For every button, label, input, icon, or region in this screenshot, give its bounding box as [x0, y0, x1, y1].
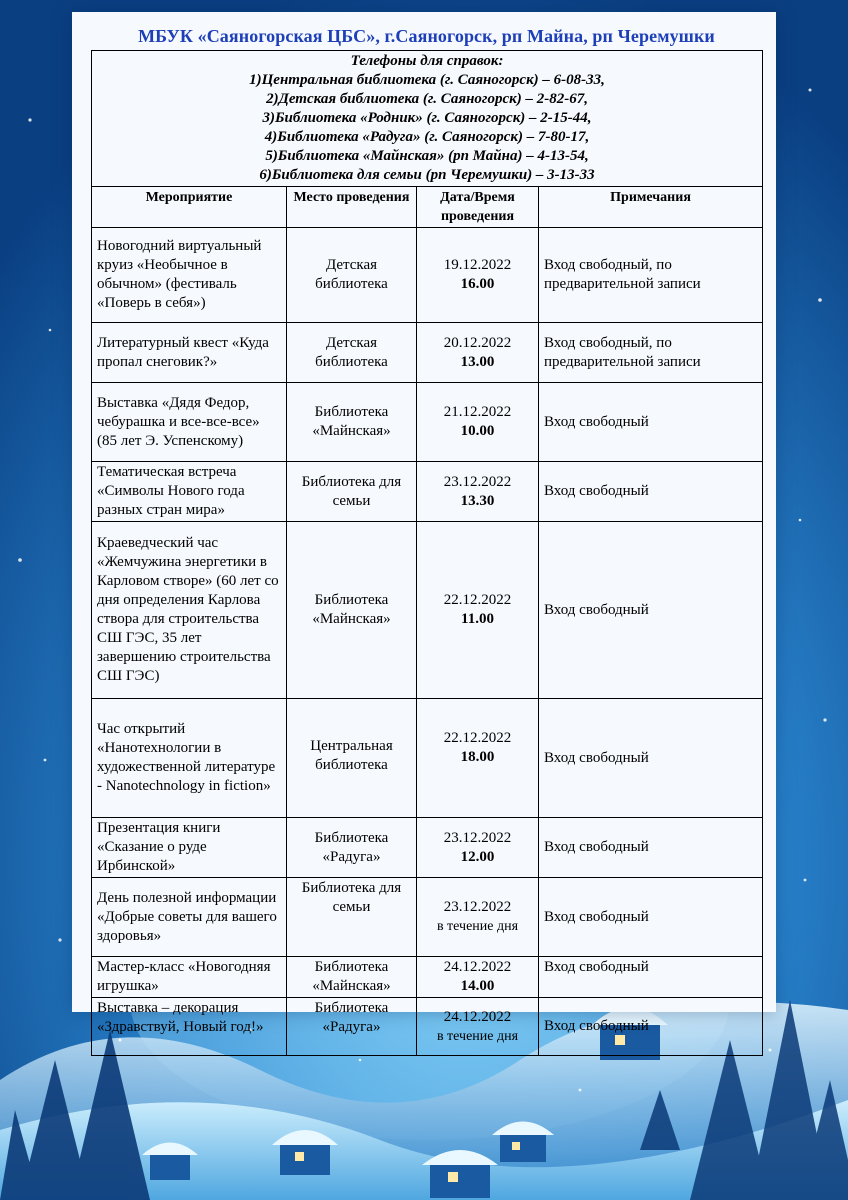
event-datetime — [417, 957, 539, 998]
event-date: 20.12.2022 — [443, 334, 512, 351]
table-row — [92, 462, 763, 522]
event-time: 13.30 — [460, 492, 495, 509]
event-time: 13.00 — [460, 353, 495, 370]
phone-line: 4)Библиотека «Радуга» (г. Саяногорск) – 7-80-17, — [264, 129, 590, 145]
event-date: 24.12.2022 — [443, 959, 512, 975]
event-datetime — [417, 228, 539, 323]
column-header-notes: Примечания — [539, 187, 763, 228]
event-name: Мастер-класс «Новогодняя игрушка» — [92, 957, 287, 998]
event-time: в течение дня — [436, 919, 519, 934]
event-note: Вход свободный — [539, 957, 763, 998]
phone-line: 3)Библиотека «Родник» (г. Саяногорск) – 2-15-44, — [262, 110, 592, 126]
event-name: День полезной информации «Добрые советы для вашего здоровья» — [92, 878, 287, 957]
event-place: Центральная библиотека — [287, 699, 417, 818]
event-name: Выставка «Дядя Федор, чебурашка и все-все-все» (85 лет Э. Успенскому) — [92, 383, 287, 462]
event-datetime — [417, 699, 539, 818]
column-header-datetime: Дата/Время проведения — [417, 187, 539, 228]
event-place: Библиотека для семьи — [287, 878, 417, 957]
phone-line: 6)Библиотека для семьи (рп Черемушки) – 3-13-33 — [259, 167, 595, 183]
event-note: Вход свободный — [539, 998, 763, 1056]
event-date: 21.12.2022 — [443, 404, 512, 420]
event-note: Вход свободный, по предварительной записи — [539, 323, 763, 383]
event-name: Краеведческий час «Жемчужина энергетики в Карловом створе» (60 лет со дня определения Карлова створа для строительства СШ ГЭС, 35 лет завершению строительства СШ ГЭС) — [92, 522, 287, 699]
phone-line: 1)Центральная библиотека (г. Саяногорск) – 6-08-33, — [249, 72, 605, 88]
event-date: 23.12.2022 — [443, 899, 512, 915]
event-date: 23.12.2022 — [443, 473, 512, 490]
event-place: Библиотека «Майнская» — [287, 383, 417, 462]
event-datetime — [417, 878, 539, 957]
event-time: в течение дня — [436, 1028, 519, 1044]
event-datetime — [417, 323, 539, 383]
event-note: Вход свободный — [539, 383, 763, 462]
event-time: 16.00 — [460, 276, 495, 292]
phone-line: 5)Библиотека «Майнская» (рп Майна) – 4-13-54, — [265, 148, 589, 164]
table-row — [92, 383, 763, 462]
column-header-event: Мероприятие — [92, 187, 287, 228]
event-note: Вход свободный — [539, 462, 763, 522]
event-note: Вход свободный — [539, 522, 763, 699]
event-datetime — [417, 522, 539, 699]
document-title: МБУК «Саяногорская ЦБС», г.Саяногорск, рп Майна, рп Черемушки — [138, 26, 715, 46]
phones-heading: Телефоны для справок: — [350, 53, 504, 69]
event-name: Новогодний виртуальный круиз «Необычное в обычном» (фестиваль «Поверь в себя») — [92, 228, 287, 323]
event-time: 12.00 — [460, 848, 495, 865]
table-row — [92, 818, 763, 878]
event-place: Детская библиотека — [287, 228, 417, 323]
event-name: Тематическая встреча «Символы Нового года разных стран мира» — [92, 462, 287, 522]
event-name: Литературный квест «Куда пропал снеговик?» — [92, 323, 287, 383]
table-row — [92, 522, 763, 699]
event-place: Библиотека «Майнская» — [287, 522, 417, 699]
column-header-place: Место проведения — [287, 187, 417, 228]
event-datetime — [417, 462, 539, 522]
event-date: 19.12.2022 — [443, 257, 512, 273]
phone-line: 2)Детская библиотека (г. Саяногорск) – 2-82-67, — [266, 91, 588, 107]
event-note: Вход свободный — [539, 818, 763, 878]
table-row — [92, 323, 763, 383]
event-place: Библиотека «Майнская» — [287, 957, 417, 998]
event-date: 23.12.2022 — [443, 829, 512, 846]
event-name: Выставка – декорация «Здравствуй, Новый год!» — [92, 998, 287, 1056]
event-note: Вход свободный, по предварительной записи — [539, 228, 763, 323]
phones-row — [92, 51, 763, 187]
table-row — [92, 228, 763, 323]
event-date: 22.12.2022 — [443, 592, 512, 608]
table-row — [92, 699, 763, 818]
events-table — [91, 50, 763, 1056]
event-date: 22.12.2022 — [443, 730, 512, 746]
event-place: Библиотека «Радуга» — [287, 998, 417, 1056]
table-header-row — [92, 187, 763, 228]
event-time: 18.00 — [460, 749, 495, 765]
event-name: Час открытий «Нанотехнологии в художественной литературе - Nanotechnology in fiction» — [92, 699, 287, 818]
event-datetime — [417, 383, 539, 462]
event-name: Презентация книги «Сказание о руде Ирбинской» — [92, 818, 287, 878]
table-row — [92, 878, 763, 957]
event-time: 14.00 — [460, 978, 495, 994]
event-time: 10.00 — [460, 423, 495, 439]
event-note: Вход свободный — [539, 878, 763, 957]
table-row — [92, 998, 763, 1056]
event-datetime — [417, 998, 539, 1056]
event-datetime — [417, 818, 539, 878]
event-place: Библиотека «Радуга» — [287, 818, 417, 878]
event-place: Библиотека для семьи — [287, 462, 417, 522]
document-content — [91, 26, 762, 1056]
event-note: Вход свободный — [539, 699, 763, 818]
event-time: 11.00 — [461, 611, 494, 627]
event-date: 24.12.2022 — [443, 1008, 512, 1025]
table-row — [92, 957, 763, 998]
event-place: Детская библиотека — [287, 323, 417, 383]
phones-block — [92, 51, 763, 187]
